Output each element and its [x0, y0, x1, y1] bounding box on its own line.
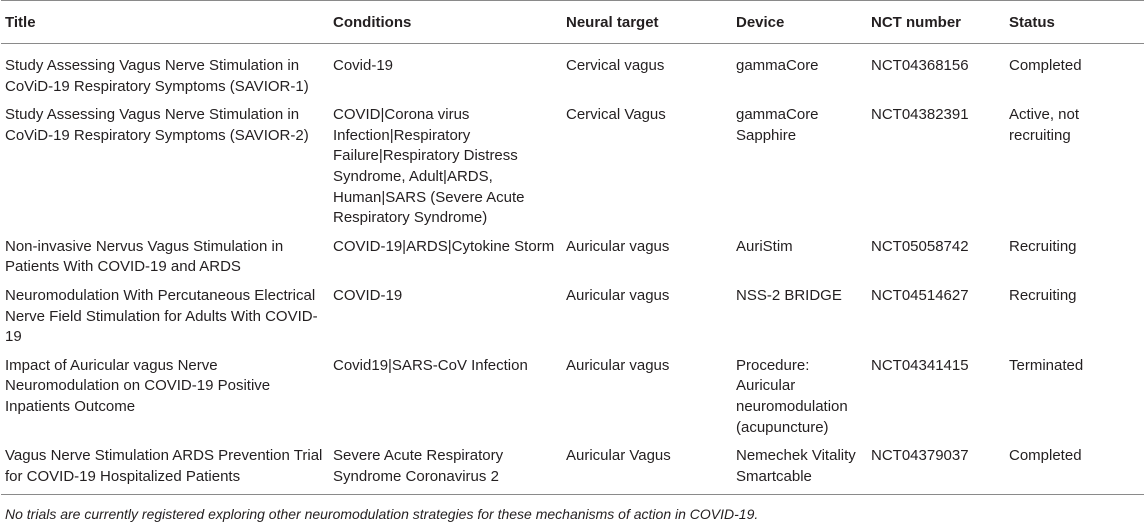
- table-row: [1, 352, 1144, 442]
- header-nct-number: NCT number: [871, 14, 961, 31]
- cell-device: NSS-2 BRIDGE: [736, 286, 842, 304]
- cell-conditions: Covid19|SARS-CoV Infection: [333, 356, 528, 374]
- header-conditions: Conditions: [333, 14, 412, 31]
- header-row: [1, 1, 1144, 44]
- cell-conditions: Severe Acute Respiratory Syndrome Coronavirus 2: [333, 447, 504, 485]
- cell-device: gammaCore Sapphire: [736, 106, 819, 144]
- cell-status: Recruiting: [1009, 237, 1077, 255]
- cell-neural-target: Auricular vagus: [566, 356, 670, 374]
- cell-device: gammaCore: [736, 57, 819, 74]
- table-row: [1, 44, 1144, 102]
- cell-nct-number: NCT04379037: [871, 447, 969, 465]
- table-row: [1, 442, 1144, 495]
- cell-neural-target: Auricular Vagus: [566, 447, 671, 465]
- trials-table: [1, 0, 1144, 495]
- cell-device: Nemechek Vitality Smartcable: [736, 447, 856, 485]
- cell-neural-target: Cervical Vagus: [566, 106, 666, 124]
- table-row: [1, 282, 1144, 352]
- header-title: Title: [5, 14, 36, 31]
- header-neural-target: Neural target: [566, 14, 659, 31]
- table-footnote: No trials are currently registered exploring other neuromodulation strategies for these mechanisms of action in COVID-19.: [5, 506, 759, 522]
- cell-status: Terminated: [1009, 356, 1084, 374]
- cell-nct-number: NCT04341415: [871, 356, 969, 374]
- cell-conditions: COVID-19: [333, 286, 403, 304]
- header-device: Device: [736, 14, 785, 31]
- cell-status: Recruiting: [1009, 286, 1077, 304]
- table-header: [1, 1, 1144, 44]
- table-body: [1, 44, 1144, 495]
- cell-title: Vagus Nerve Stimulation ARDS Prevention Trial for COVID-19 Hospitalized Patients: [5, 447, 323, 485]
- cell-title: Study Assessing Vagus Nerve Stimulation in CoViD-19 Respiratory Symptoms (SAVIOR-1): [5, 57, 309, 95]
- cell-conditions: Covid-19: [333, 57, 394, 74]
- cell-nct-number: NCT05058742: [871, 237, 969, 255]
- table-row: [1, 101, 1144, 233]
- cell-status: Completed: [1009, 57, 1082, 74]
- cell-status: Completed: [1009, 447, 1082, 465]
- cell-title: Non-invasive Nervus Vagus Stimulation in Patients With COVID-19 and ARDS: [5, 237, 284, 276]
- cell-nct-number: NCT04382391: [871, 106, 969, 124]
- cell-device: AuriStim: [736, 237, 793, 255]
- cell-title: Neuromodulation With Percutaneous Electrical Nerve Field Stimulation for Adults With COVID-19: [5, 286, 318, 346]
- header-status: Status: [1009, 14, 1055, 31]
- cell-title: Impact of Auricular vagus Nerve Neuromodulation on COVID-19 Positive Inpatients Outcome: [5, 356, 271, 415]
- cell-status: Active, not recruiting: [1009, 106, 1080, 144]
- cell-device: Procedure: Auricular neuromodulation (acupuncture): [736, 356, 848, 436]
- cell-nct-number: NCT04514627: [871, 286, 969, 304]
- cell-neural-target: Cervical vagus: [566, 57, 665, 74]
- cell-neural-target: Auricular vagus: [566, 237, 670, 255]
- cell-conditions: COVID-19|ARDS|Cytokine Storm: [333, 237, 555, 255]
- cell-neural-target: Auricular vagus: [566, 286, 670, 304]
- cell-nct-number: NCT04368156: [871, 57, 969, 74]
- table-row: [1, 233, 1144, 282]
- cell-title: Study Assessing Vagus Nerve Stimulation in CoViD-19 Respiratory Symptoms (SAVIOR-2): [5, 106, 309, 144]
- cell-conditions: COVID|Corona virus Infection|Respiratory Failure|Respiratory Distress Syndrome, Adult|ARDS, Human|SARS (Severe Acute Respiratory Syndrome): [333, 106, 525, 227]
